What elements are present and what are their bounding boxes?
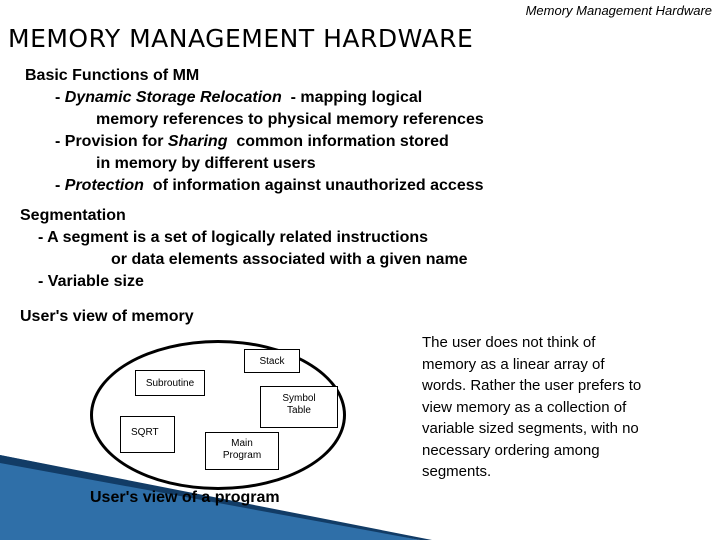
segmentation-heading: Segmentation xyxy=(20,207,126,224)
symbol-table-line-1: Symbol xyxy=(282,393,316,404)
protection-term: Protection xyxy=(64,177,144,194)
segment-subroutine: Subroutine xyxy=(135,370,205,396)
item-3-text: of information against unauthorized access xyxy=(152,177,484,194)
segment-main-program xyxy=(205,432,279,470)
segmentation-line-2: or data elements associated with a given name xyxy=(111,251,468,268)
basic-functions-item-1-cont: memory references to physical memory references xyxy=(96,111,484,128)
symbol-table-line-2: Table xyxy=(287,405,311,416)
main-program-line-1: Main xyxy=(231,438,253,449)
basic-functions-item-1: - Dynamic Storage Relocation - mapping logical xyxy=(55,89,423,106)
segmentation-line-1: - A segment is a set of logically related instructions xyxy=(38,229,429,246)
dynamic-relocation-term: Dynamic Storage Relocation xyxy=(64,89,282,106)
basic-functions-item-2 xyxy=(55,131,449,153)
segment-symbol-table xyxy=(260,386,338,428)
users-view-heading: User's view of memory xyxy=(20,308,194,325)
item-2-prefix: - Provision for xyxy=(55,133,164,150)
segment-sqrt: SQRT xyxy=(120,416,175,453)
item-1-text: - mapping logical xyxy=(290,89,423,106)
sharing-term: Sharing xyxy=(167,133,228,150)
program-view-caption: User's view of a program xyxy=(90,489,280,506)
header-subtitle: Memory Management Hardware xyxy=(525,3,712,18)
users-view-note: The user does not think of memory as a linear array of words. Rather the user prefers to view memory as a collection of variable sized segments, with no necessary ordering among segments. xyxy=(422,334,642,480)
item-2-text: common information stored xyxy=(236,133,449,150)
slide-title: MEMORY MANAGEMENT HARDWARE xyxy=(8,24,474,53)
segment-stack: Stack xyxy=(244,349,300,373)
basic-functions-item-2-cont: in memory by different users xyxy=(96,155,316,172)
main-program-line-2: Program xyxy=(222,450,262,461)
segmentation-line-3: - Variable size xyxy=(38,273,144,290)
basic-functions-heading: Basic Functions of MM xyxy=(25,67,200,84)
basic-functions-item-3: - Protection of information against unauthorized access xyxy=(55,177,484,194)
